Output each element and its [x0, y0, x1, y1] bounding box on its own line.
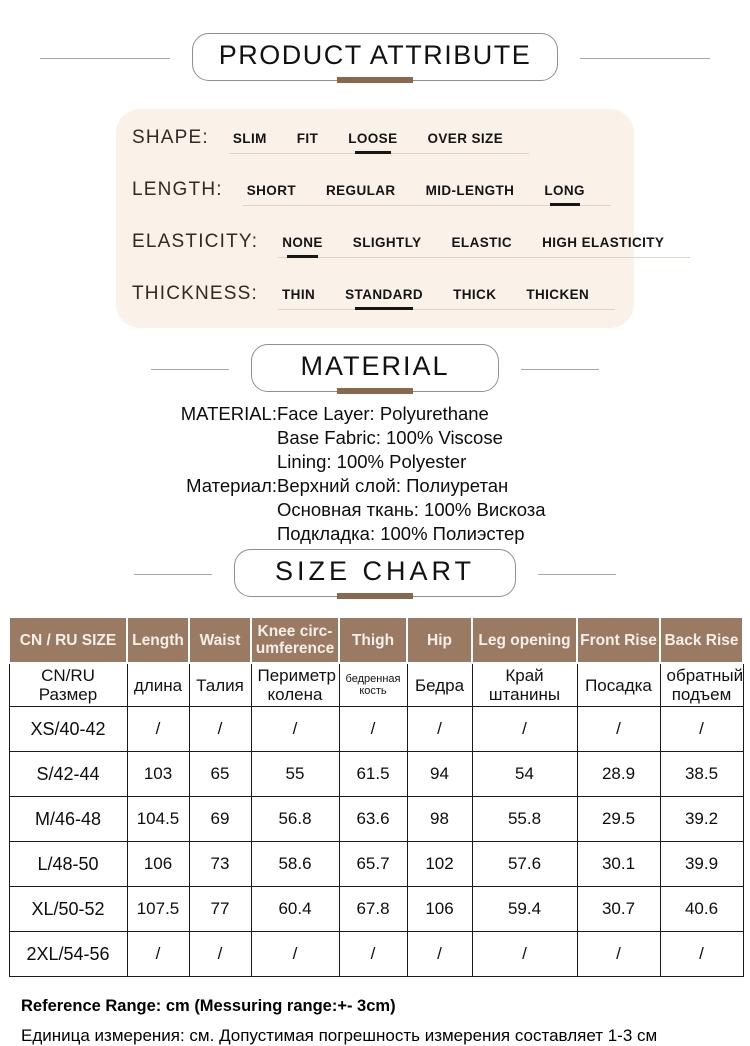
material-line-label: [90, 498, 277, 522]
product-attribute-title: PRODUCT ATTRIBUTE: [192, 33, 559, 81]
attribute-row-thickness: [132, 283, 634, 310]
value-cell: 103: [127, 752, 189, 797]
reference-notes: [21, 997, 750, 1046]
length-options: [243, 183, 611, 206]
value-cell: 60.4: [251, 887, 339, 932]
thickness-label: THICKNESS:: [132, 283, 259, 304]
attribute-panel: [116, 109, 665, 328]
material-line: [90, 522, 750, 546]
header-rule-right: [580, 58, 710, 59]
value-cell: 63.6: [339, 797, 407, 842]
value-cell: 55.8: [472, 797, 577, 842]
value-cell: /: [339, 707, 407, 752]
header-rule-left: [40, 58, 170, 59]
length-option-selected: LONG: [544, 183, 585, 198]
thickness-option: THICK: [453, 287, 497, 302]
material-line-label: [90, 426, 277, 450]
material-line: [90, 498, 750, 522]
value-cell: 104.5: [127, 797, 189, 842]
value-cell: /: [660, 707, 743, 752]
size-chart-header: [0, 549, 750, 599]
size-cell: M/46-48: [9, 797, 127, 842]
table-row-2xl: [9, 932, 743, 977]
material-line-value: Base Fabric: 100% Viscose: [277, 427, 503, 448]
value-cell: /: [660, 932, 743, 977]
material-title: MATERIAL: [251, 344, 498, 392]
value-cell: /: [407, 707, 472, 752]
value-cell: /: [251, 932, 339, 977]
header-title-group: [192, 33, 559, 83]
value-cell: /: [472, 932, 577, 977]
table-row-xs: [9, 707, 743, 752]
table-row-xl: [9, 887, 743, 932]
elasticity-option: HIGH ELASTICITY: [542, 235, 665, 250]
thickness-option: THICKEN: [526, 287, 590, 302]
value-cell: 29.5: [577, 797, 660, 842]
size-cell: XS/40-42: [9, 707, 127, 752]
thickness-option-selected: STANDARD: [345, 287, 424, 302]
reference-range-en: Reference Range: cm (Messuring range:+- 3cm): [21, 997, 396, 1015]
value-cell: 40.6: [660, 887, 743, 932]
value-cell: 106: [407, 887, 472, 932]
header-rule-right: [538, 574, 616, 575]
col-header-hip: Hip: [407, 617, 472, 663]
value-cell: 30.7: [577, 887, 660, 932]
value-cell: 65.7: [339, 842, 407, 887]
material-line: [90, 402, 750, 426]
material-line: [90, 474, 750, 498]
value-cell: 30.1: [577, 842, 660, 887]
table-row-l: [9, 842, 743, 887]
value-cell: 54: [472, 752, 577, 797]
header-title-group: [251, 344, 498, 394]
material-line-value: Face Layer: Polyurethane: [277, 403, 489, 424]
value-cell: 67.8: [339, 887, 407, 932]
shape-option-selected: LOOSE: [348, 131, 398, 146]
elasticity-option: ELASTIC: [451, 235, 513, 250]
col-header-back-rise-ru: обратный подъем: [660, 663, 743, 707]
col-header-waist-ru: Талия: [189, 663, 251, 707]
reference-range-ru: Единица измерения: см. Допустимая погрешность измерения составляет 1-3 см: [21, 1026, 658, 1045]
shape-options: [229, 131, 529, 154]
length-option: REGULAR: [326, 183, 396, 198]
table-header-row-ru: [9, 663, 743, 707]
material-line-label: [90, 522, 277, 546]
value-cell: 59.4: [472, 887, 577, 932]
shape-option: FIT: [296, 131, 319, 146]
material-line-value: Подкладка: 100% Полиэстер: [277, 523, 525, 544]
value-cell: 39.9: [660, 842, 743, 887]
value-cell: 28.9: [577, 752, 660, 797]
attribute-row-elasticity: [132, 231, 665, 258]
col-header-thigh-ru: бедренная кость: [339, 663, 407, 707]
value-cell: 55: [251, 752, 339, 797]
title-accent-bar: [337, 593, 413, 599]
length-option: MID-LENGTH: [425, 183, 515, 198]
value-cell: 102: [407, 842, 472, 887]
length-label: LENGTH:: [132, 179, 223, 200]
size-cell: L/48-50: [9, 842, 127, 887]
size-cell: S/42-44: [9, 752, 127, 797]
col-header-length-ru: длина: [127, 663, 189, 707]
material-line: [90, 426, 750, 450]
col-header-waist: Waist: [189, 617, 251, 663]
col-header-front-rise: Front Rise: [577, 617, 660, 663]
size-chart-table: [8, 616, 744, 977]
col-header-size: CN / RU SIZE: [9, 617, 127, 663]
title-accent-bar: [337, 77, 413, 83]
col-header-size-ru: CN/RU Размер: [9, 663, 127, 707]
elasticity-label: ELASTICITY:: [132, 231, 259, 252]
material-line-value: Верхний слой: Полиуретан: [277, 475, 509, 496]
value-cell: /: [472, 707, 577, 752]
size-cell: XL/50-52: [9, 887, 127, 932]
col-header-knee-ru: Периметр колена: [251, 663, 339, 707]
col-header-leg-opening: Leg opening: [472, 617, 577, 663]
value-cell: /: [127, 932, 189, 977]
col-header-thigh: Thigh: [339, 617, 407, 663]
material-line-label: [90, 450, 277, 474]
size-cell: 2XL/54-56: [9, 932, 127, 977]
col-header-hip-ru: Бедра: [407, 663, 472, 707]
value-cell: /: [407, 932, 472, 977]
value-cell: 98: [407, 797, 472, 842]
col-header-front-rise-ru: Посадка: [577, 663, 660, 707]
material-text-block: [90, 402, 750, 546]
header-rule-left: [151, 369, 229, 370]
elasticity-options: [278, 235, 690, 258]
table-row-m: [9, 797, 743, 842]
shape-label: SHAPE:: [132, 127, 209, 148]
shape-option: OVER SIZE: [427, 131, 504, 146]
value-cell: 106: [127, 842, 189, 887]
thickness-option: THIN: [282, 287, 316, 302]
header-rule-right: [521, 369, 599, 370]
attribute-row-length: [132, 179, 634, 206]
size-chart-title: SIZE CHART: [234, 549, 516, 597]
length-option: SHORT: [246, 183, 296, 198]
table-row-s: [9, 752, 743, 797]
value-cell: 56.8: [251, 797, 339, 842]
value-cell: 39.2: [660, 797, 743, 842]
value-cell: 69: [189, 797, 251, 842]
thickness-options: [278, 287, 615, 310]
title-accent-bar: [337, 388, 413, 394]
value-cell: 107.5: [127, 887, 189, 932]
material-line-label: Материал:: [186, 475, 277, 496]
value-cell: 38.5: [660, 752, 743, 797]
header-rule-left: [134, 574, 212, 575]
table-header-row-en: [9, 617, 743, 663]
value-cell: 58.6: [251, 842, 339, 887]
header-title-group: [234, 549, 516, 599]
elasticity-option-selected: NONE: [282, 235, 323, 250]
value-cell: /: [577, 932, 660, 977]
value-cell: /: [251, 707, 339, 752]
value-cell: 57.6: [472, 842, 577, 887]
col-header-leg-opening-ru: Край штанины: [472, 663, 577, 707]
value-cell: 94: [407, 752, 472, 797]
elasticity-option: SLIGHTLY: [352, 235, 422, 250]
value-cell: 73: [189, 842, 251, 887]
col-header-knee: Knee circ-umference: [251, 617, 339, 663]
value-cell: /: [189, 707, 251, 752]
col-header-length: Length: [127, 617, 189, 663]
value-cell: /: [127, 707, 189, 752]
material-line: [90, 450, 750, 474]
attribute-row-shape: [132, 127, 634, 154]
value-cell: /: [339, 932, 407, 977]
value-cell: /: [577, 707, 660, 752]
col-header-back-rise: Back Rise: [660, 617, 743, 663]
product-attribute-header: [0, 33, 750, 83]
value-cell: 77: [189, 887, 251, 932]
shape-option: SLIM: [232, 131, 267, 146]
value-cell: 65: [189, 752, 251, 797]
material-header: [0, 344, 750, 394]
material-line-value: Lining: 100% Polyester: [277, 451, 467, 472]
value-cell: 61.5: [339, 752, 407, 797]
material-line-value: Основная ткань: 100% Вискоза: [277, 499, 546, 520]
value-cell: /: [189, 932, 251, 977]
material-line-label: MATERIAL:: [180, 403, 277, 424]
